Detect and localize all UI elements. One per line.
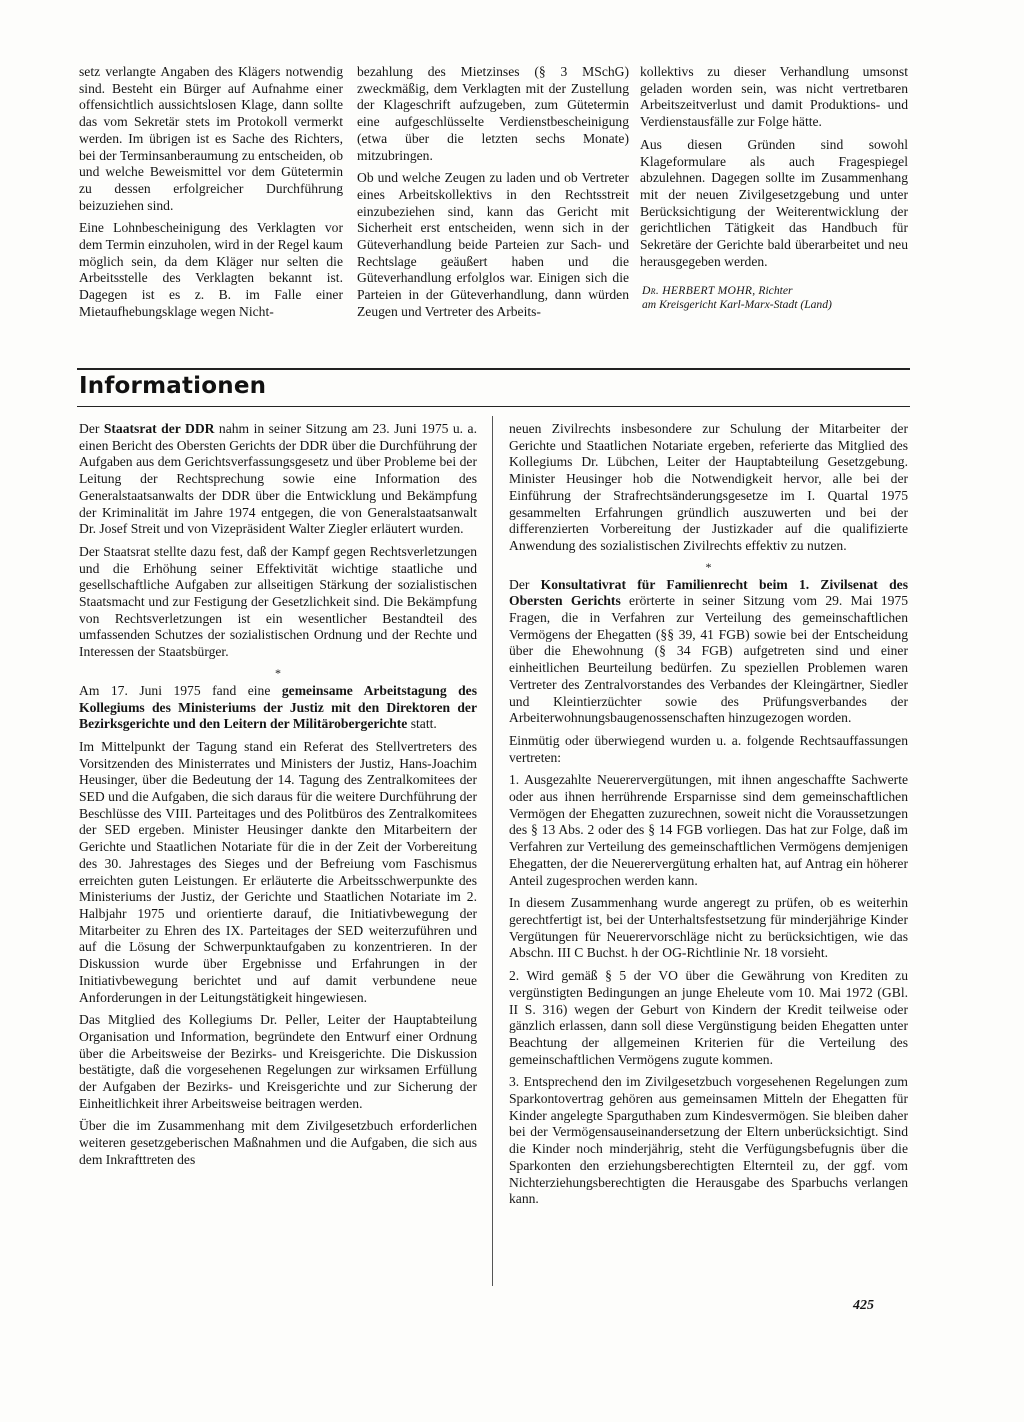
section-rule-top [77,368,910,370]
top-column-3 [640,64,908,312]
paragraph: In diesem Zusammenhang wurde angeregt zu prüfen, ob es weiterhin gerechtfertigt ist, bei der Unterhaltsfestsetzung für minderjährige Kinder Vergütungen für Neuerervorschläge nicht zu berücksichtigen, wie das Abschn. III C Buchst. h der OG-Richtlinie Nr. 18 vorsieht. [509,895,908,961]
paragraph: Eine Lohnbescheinigung des Verklagten vor dem Termin einzuholen, wird in der Regel kaum möglich sein, da dem Kläger nur selten die Arbeitsstelle des Verklagten bekannt ist. Dagegen ist es z. B. im Falle einer Mietaufhebungsklage wegen Nicht- [79,220,343,319]
text: Am 17. Juni 1975 fand eine [79,682,282,698]
author-name: Dr. HERBERT MOHR, [642,284,756,298]
paragraph: kollektivs zu dieser Verhandlung umsonst geladen worden sein, was nicht vertretbaren Arbeitszeitverlust und damit Produktions- und Verdienstausfälle zur Folge hätte. [640,64,908,130]
top-column-2 [357,64,629,327]
section-heading: Informationen [79,373,267,399]
bold-text: Staatsrat der DDR [103,421,215,436]
paragraph [79,683,477,733]
separator-asterisk: * [275,665,281,680]
paragraph: setz verlangte Angaben des Klägers notwendig sind. Besteht ein Bürger auf Aufnahme einer offensichtlich aussichtslosen Klage, dann sollte das vom Sekretär stets im Protokoll vermerkt werden. Im übrigen ist es Sache des Richters, bei der Terminsanberaumung zu entscheiden, ob und welche Beweismittel vor dem Gütetermin zu dessen erfolgreicher Durchführung beizuziehen sind. [79,64,343,213]
text: Der [79,421,104,436]
text: nahm in seiner Sitzung am 23. Juni 1975 u. a. einen Bericht des Obersten Gerichts der DDR über die Durchführung der Aufgaben aus dem Gerichtsverfassungsgesetz und über Probleme bei der Leitung der Rechtsprechung sowie eine Information des Generalstaatsanwalts der DDR über die Entwicklung und Bekämpfung der Kriminalität im Jahre 1974 entgegen, die von Generalstaatsanwalt Dr. Josef Streit und von Vizepräsident Walter Ziegler erläutert wurden. [79,421,477,537]
paragraph: Über die im Zusammenhang mit dem Zivilgesetzbuch erforderlichen weiteren gesetzgeberischen Maßnahmen und die Aufgaben, die sich aus dem Inkrafttreten des [79,1118,477,1167]
paragraph [509,577,908,727]
paragraph: 1. Ausgezahlte Neuerervergütungen, mit ihnen angeschaffte Sachwerte oder aus ihnen herrührende Ersparnisse sind dem gemeinschaftlichen Vermögen der Ehegatten zuzurechnen, soweit nicht die Voraussetzungen des § 13 Abs. 2 oder des § 14 FGB vorliegen. Das hat zur Folge, daß im Verfahren zur Verteilung des gemeinschaftlichen Vermögens demjenigen Ehegatten, der die Neuerervergütung erhalten hat, auf Antrag ein höherer Anteil zugesprochen werden kann. [509,772,908,888]
author-affiliation: am Kreisgericht Karl-Marx-Stadt (Land) [642,298,832,312]
separator-asterisk: * [705,559,712,574]
bold-text: Konsultativrat für Familienrecht beim 1. Zivilsenat des Obersten Gerichts [509,576,908,609]
paragraph: Das Mitglied des Kollegiums Dr. Peller, Leiter der Hauptabteilung Organisation und Information, begründete den Entwurf einer Ordnung über die Arbeitsweise der Bezirks- und Kreisgerichte. Die Diskussion bestätigte, daß die vorgesehenen Regelungen zur wirksamen Erfüllung der Aufgaben der Bezirks- und Kreisgerichte und zur Sicherung der Einheitlichkeit ihrer Arbeitsweise beitragen werden. [79,1012,477,1111]
author-signature [640,284,908,312]
text: erörterte in seiner Sitzung vom 29. Mai 1975 Fragen, die in Verfahren zur Verteilung des gemeinschaftlichen Vermögens der Ehegatten (§§ 39, 41 FGB) sowie bei der Entscheidung über die Ehewohnung (§ 34 FGB) aufgetreten sind und einer einheitlichen Beurteilung bedürfen. Zu speziellen Problemen waren Vertreter des Zentralvorstandes des Verbandes der Kleingärtner, Siedler und Kleintierzüchter sowie des Prüfungsverbandes der Arbeiterwohnungsbaugenossenschaften hinzugezogen worden. [509,593,908,726]
paragraph: Ob und welche Zeugen zu laden und ob Vertreter eines Arbeitskollektivs in den Rechtsstreit einzubeziehen sind, kann das Gericht mit Sicherheit erst entscheiden, wenn sich in der Güteverhandlung beide Parteien zur Sach- und Rechtslage geäußert haben und die Güteverhandlung erfolglos war. Einigen sich die Parteien in der Güteverhandlung, dann würden Zeugen und Vertreter des Arbeits- [357,170,629,319]
info-column-left [79,421,477,1175]
paragraph [79,421,477,538]
column-divider [492,416,493,1286]
paragraph: Der Staatsrat stellte dazu fest, daß der Kampf gegen Rechtsverletzungen und die Erhöhung seiner Effektivität wichtige staatliche und gesellschaftliche Aufgaben zur allseitigen Stärkung der sozialistischen Staatsmacht und zur Festigung der Gesetzlichkeit sind. Die Bekämpfung von Rechtsverletzungen ist ein wesentlicher Bestandteil des umfassenden Schutzes der sozialistischen Ordnung und der Rechte und Interessen der Staatsbürger. [79,543,477,660]
paragraph: 3. Entsprechend den im Zivilgesetzbuch vorgesehenen Regelungen zum Sparkontovertrag gehören aus gemeinsamen Mitteln der Ehegatten für Kinder angelegte Sparguthaben zum Kindesvermögen. Sie bleiben daher bei der Vermögensauseinandersetzung der Eltern unberücksichtigt. Sind die Kinder noch minderjährig, steht die Verfügungsbefugnis über die Sparkonten den erziehungsberechtigten Elternteil zu, der ggf. vom Nichterziehungsberechtigten die Herausgabe des Sparbuchs verlangen kann. [509,1074,908,1207]
paragraph: 2. Wird gemäß § 5 der VO über die Gewährung von Krediten zu vergünstigten Bedingungen an junge Eheleute vom 10. Mai 1972 (GBl. II S. 316) wegen der Geburt von Kindern der Kredit teilweise oder gänzlich erlassen, dann soll diese Vergünstigung beiden Ehegatten unter Beachtung der allgemeinen Kriterien für die Verteilung des gemeinschaftlichen Vermögens zugute kommen. [509,968,908,1067]
paragraph: bezahlung des Mietzinses (§ 3 MSchG) zweckmäßig, dem Verklagten mit der Zustellung der Klageschrift aufzugeben, zum Gütetermin eine aufgeschlüsselte Verdienstbescheinigung (etwa über die letzten sechs Monate) mitzubringen. [357,64,629,163]
top-column-1 [79,64,343,327]
bold-text: gemeinsame Arbeitstagung des Kollegiums des Ministeriums der Justiz mit den Direktoren der Bezirksgerichte und den Leitern der Militärobergerichte [79,682,477,732]
paragraph: Einmütig oder überwiegend wurden u. a. folgende Rechtsauffassungen vertreten: [509,732,908,765]
info-column-right [509,421,908,1214]
page-number: 425 [853,1298,874,1313]
section-rule-bottom [77,406,910,407]
paragraph: neuen Zivilrechts insbesondere zur Schulung der Mitarbeiter der Gerichte und Staatlichen Notariate ergeben, referierte das Mitglied des Kollegiums Dr. Lübchen, Leiter der Hauptabteilung Gesetzgebung. Minister Heusinger hob die Notwendigkeit hervor, alle bei der Einführung der Strafrechtsänderungsgesetze im I. Quartal 1975 gesammelten Erfahrungen gründlich auszuwerten und bei der differenzierten Vorbereitung der Justizkader auf die qualifizierte Anwendung des sozialistischen Zivilrechts effektiv zu nutzen. [509,421,908,553]
paragraph: Im Mittelpunkt der Tagung stand ein Referat des Stellvertreters des Vorsitzenden des Ministerrates und Ministers der Justiz, Hans-Joachim Heusinger, über die Bedeutung der 14. Tagung des Zentralkomitees der SED und die Aufgaben, die sich daraus für die weitere Durchführung der Beschlüsse des VIII. Parteitages und des Politbüros des Zentralkomitees der SED ergeben. Minister Heusinger dankte den Mitarbeitern der Gerichte und Staatlichen Notariate für die in der Zeit der Vorbereitung des 30. Jahrestages des Sieges und der Befreiung vom Faschismus erreichten guten Leistungen. Er erläuterte die Arbeitsschwerpunkte des Ministeriums der Justiz, der Gerichte und Staatlichen Notariate im 2. Halbjahr 1975 und orientierte darauf, die Initiativbewegung der Mitarbeiter zu Ehren des IX. Parteitages der SED weiterzuführen und auf die Lösung der Schwerpunktaufgaben zu konzentrieren. In der Diskussion wurde über Ergebnisse und Erfahrungen in der Initiativbewegung berichtet und auf damit verbundene neue Anforderungen in der Leitungstätigkeit hingewiesen. [79,738,477,1005]
text: statt. [407,716,437,732]
text: Der [509,576,541,592]
paragraph: Aus diesen Gründen sind sowohl Klageformulare als auch Fragespiegel abzulehnen. Dagegen sollte im Zusammenhang mit der neuen Zivilgesetzgebung und unter Berücksichtigung der Weiterentwicklung der gerichtlichen Tätigkeit das Handbuch für Sekretäre der Gerichte bald überarbeitet und neu herausgegeben werden. [640,136,908,269]
author-role: Richter [755,284,793,298]
